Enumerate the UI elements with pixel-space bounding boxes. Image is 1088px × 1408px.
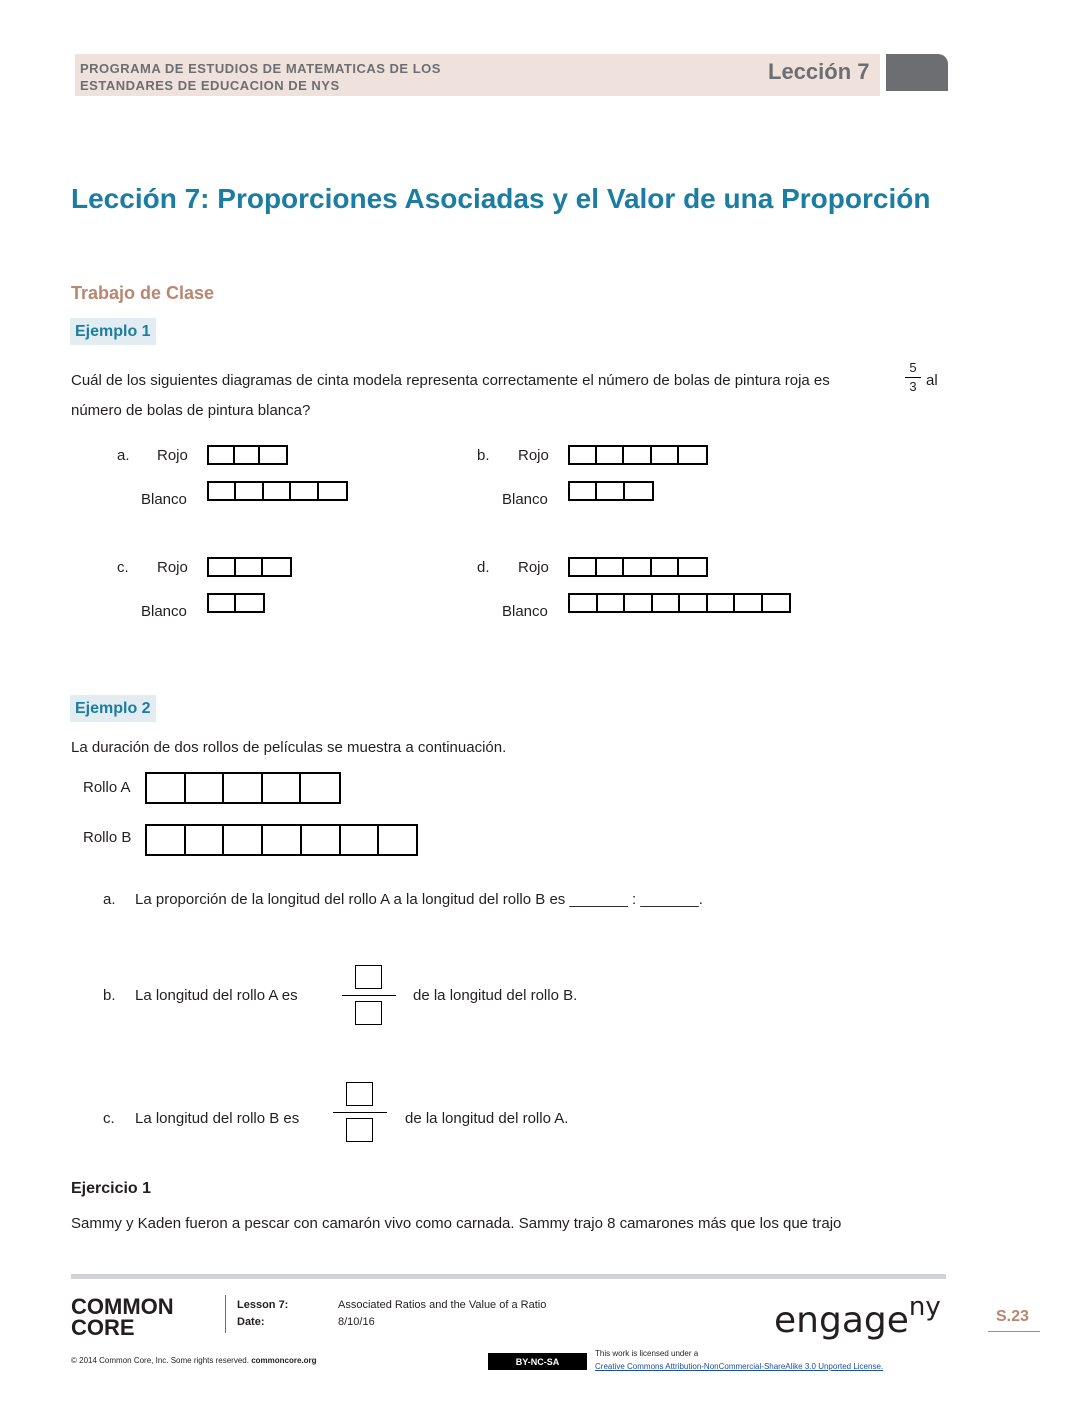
option-d-red-tape: [568, 557, 708, 577]
footer-lesson-value: Associated Ratios and the Value of a Ratio: [338, 1299, 547, 1311]
common-core-logo: [71, 1296, 174, 1338]
section-heading: Trabajo de Clase: [71, 283, 215, 303]
footer-divider: [225, 1295, 226, 1333]
question-a-text: La proporción de la longitud del rollo A a la longitud del rollo B es _______ : _______.: [135, 891, 703, 908]
option-b-letter: b.: [477, 447, 490, 464]
answer-box-denominator-c[interactable]: [346, 1118, 373, 1142]
question-line-2: número de bolas de pintura blanca?: [71, 402, 311, 419]
question-text: Cuál de los siguientes diagramas de cinta modela representa correctamente el número de bolas de pintura roja es: [71, 372, 830, 389]
logo-line-1: COMMON: [71, 1294, 174, 1319]
question-a-letter: a.: [103, 891, 116, 908]
option-d-red-label: Rojo: [518, 559, 549, 576]
lesson-tag: Lección 7: [768, 59, 870, 84]
example-2-label: Ejemplo 2: [70, 695, 156, 722]
page-title: Lección 7: Proporciones Asociadas y el Valor de una Proporción: [71, 183, 931, 214]
option-d-white-label: Blanco: [502, 603, 548, 620]
ny-text: ny: [908, 1292, 941, 1322]
fraction-five-thirds: [905, 360, 921, 395]
footer-rule: [71, 1274, 946, 1279]
question-c-text-before: La longitud del rollo B es: [135, 1110, 300, 1127]
question-al: al: [926, 372, 938, 389]
roll-b-label: Rollo B: [83, 829, 132, 846]
question-b-text-before: La longitud del rollo A es: [135, 987, 298, 1004]
option-c-white-tape: [207, 593, 265, 613]
program-line-1: PROGRAMA DE ESTUDIOS DE MATEMATICAS DE LOS: [80, 61, 441, 76]
example-1-label: Ejemplo 1: [70, 318, 156, 345]
copyright-site[interactable]: commoncore.org: [251, 1356, 317, 1365]
option-a-red-label: Rojo: [157, 447, 188, 464]
footer-date-value: 8/10/16: [338, 1316, 375, 1328]
option-b-red-label: Rojo: [518, 447, 549, 464]
option-c-red-label: Rojo: [157, 559, 188, 576]
question-c-text-after: de la longitud del rollo A.: [405, 1110, 569, 1127]
fraction-bar-c: [333, 1112, 387, 1113]
option-b-white-tape: [568, 481, 654, 501]
example-2-intro: La duración de dos rollos de películas se muestra a continuación.: [71, 739, 507, 756]
answer-box-numerator-c[interactable]: [346, 1082, 373, 1106]
option-a-letter: a.: [117, 447, 130, 464]
option-c-red-tape: [207, 557, 292, 577]
option-a-white-label: Blanco: [141, 491, 187, 508]
cc-badge-text: BY-NC-SA: [515, 1356, 560, 1367]
option-d-white-tape: [568, 593, 791, 613]
program-line-2: ESTANDARES DE EDUCACION DE NYS: [80, 78, 340, 93]
program-name: [80, 60, 441, 94]
roll-a-label: Rollo A: [83, 779, 131, 796]
question-b-text-after: de la longitud del rollo B.: [413, 987, 578, 1004]
question-b-letter: b.: [103, 987, 116, 1004]
option-b-white-label: Blanco: [502, 491, 548, 508]
fraction-numerator: 5: [909, 360, 917, 375]
exercise-1-label: Ejercicio 1: [71, 1180, 152, 1197]
page-number-rule: [988, 1331, 1040, 1332]
roll-b-tape: [145, 824, 418, 856]
logo-line-2: CORE: [71, 1315, 135, 1340]
answer-box-numerator-b[interactable]: [355, 965, 382, 989]
header-tab: [886, 54, 948, 91]
option-b-red-tape: [568, 445, 708, 465]
engage-text: engage: [774, 1300, 909, 1341]
question-c-letter: c.: [103, 1110, 115, 1127]
fraction-bar: [905, 377, 921, 378]
license-intro: This work is licensed under a: [595, 1349, 699, 1358]
roll-a-tape: [145, 772, 341, 804]
engageny-logo: [774, 1292, 941, 1341]
option-a-red-tape: [207, 445, 288, 465]
fraction-denominator: 3: [909, 379, 917, 394]
copyright: [71, 1356, 317, 1365]
license-link[interactable]: Creative Commons Attribution-NonCommercial-ShareAlike 3.0 Unported License.: [595, 1362, 884, 1371]
option-a-white-tape: [207, 481, 348, 501]
exercise-1-text: Sammy y Kaden fueron a pescar con camarón vivo como carnada. Sammy trajo 8 camarones más que los que trajo: [71, 1215, 842, 1232]
footer-lesson-key: Lesson 7:: [237, 1299, 289, 1311]
cc-license-badge[interactable]: [488, 1353, 587, 1370]
fraction-bar-b: [342, 995, 396, 996]
footer-date-key: Date:: [237, 1316, 265, 1328]
option-c-letter: c.: [117, 559, 129, 576]
answer-box-denominator-b[interactable]: [355, 1001, 382, 1025]
copyright-text: © 2014 Common Core, Inc. Some rights reserved.: [71, 1356, 249, 1365]
option-c-white-label: Blanco: [141, 603, 187, 620]
page-number: S.23: [996, 1308, 1029, 1325]
option-d-letter: d.: [477, 559, 490, 576]
example-1-question: [71, 372, 830, 389]
